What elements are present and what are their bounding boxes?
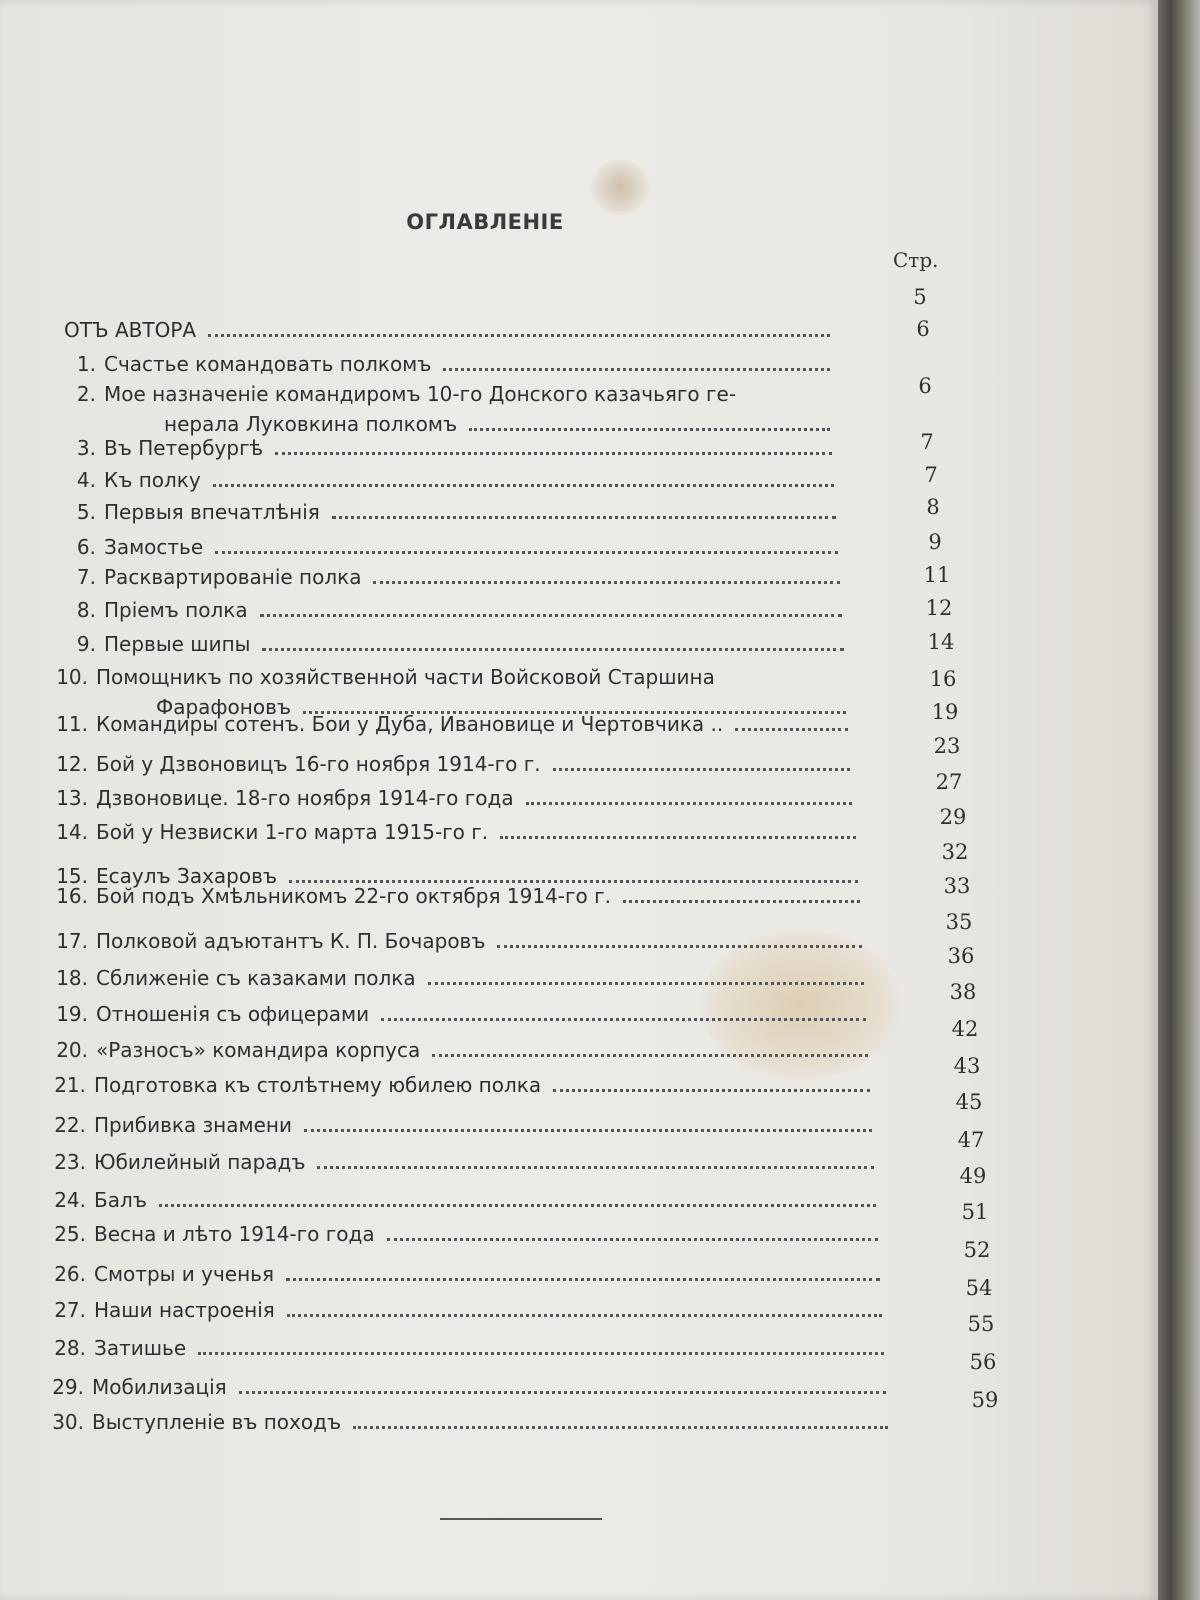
toc-entry-page: 33 xyxy=(943,874,971,898)
toc-entry-page: 43 xyxy=(953,1054,981,1078)
toc-entry-title: Мобилизація xyxy=(92,1375,227,1399)
toc-entry-number: 23. xyxy=(54,1150,86,1174)
toc-entry-page: 8 xyxy=(926,495,940,519)
toc-entry-number: 16. xyxy=(56,884,88,908)
toc-entry-title: Затишье xyxy=(94,1336,187,1360)
toc-entry-title: Замостье xyxy=(104,535,204,559)
toc-entry-page: 38 xyxy=(949,980,977,1004)
toc-entry-page: 23 xyxy=(933,734,961,758)
toc-entry-page: 29 xyxy=(939,805,967,829)
toc-entry-page: 6 xyxy=(918,374,932,398)
toc-entry xyxy=(52,500,836,530)
toc-entry xyxy=(44,929,862,959)
toc-entry-page: 16 xyxy=(929,667,957,691)
toc-entry-number: 20. xyxy=(56,1038,88,1062)
toc-entry-title: Бой подъ Хмѣльникомъ 22-го октября 1914-го г. xyxy=(96,884,611,908)
toc-entry-number: 24. xyxy=(54,1188,86,1212)
dot-leader xyxy=(381,1014,866,1021)
toc-entry xyxy=(44,820,856,850)
dot-leader xyxy=(553,764,850,771)
toc-entry xyxy=(52,632,844,662)
toc-entry-title: Сближеніе съ казаками полка xyxy=(96,966,416,990)
toc-entry-page: 7 xyxy=(920,430,934,454)
toc-entry-page: 52 xyxy=(963,1238,991,1262)
toc-entry-number: 4. xyxy=(76,468,96,492)
toc-entry xyxy=(44,884,860,914)
toc-entry xyxy=(44,1002,866,1032)
toc-entry-title-continued: Фарафоновъ xyxy=(156,695,291,719)
toc-entry-number: 11. xyxy=(56,712,88,736)
toc-entry-title: Счастье командовать полкомъ xyxy=(104,352,432,376)
bottom-rule xyxy=(440,1518,602,1520)
dot-leader xyxy=(262,644,844,651)
dot-leader xyxy=(317,1162,874,1169)
toc-entry xyxy=(56,318,830,348)
toc-entry-title: Расквартированіе полка xyxy=(104,565,362,589)
toc-entry xyxy=(42,1150,874,1180)
toc-heading: ОГЛАВЛЕНІЕ xyxy=(406,210,564,234)
toc-entry-page: 42 xyxy=(951,1017,979,1041)
dot-leader xyxy=(198,1348,884,1355)
toc-entry xyxy=(42,1113,872,1143)
dot-leader xyxy=(304,1125,872,1132)
toc-entry-title: Первыя впечатлѣнія xyxy=(104,500,320,524)
toc-entry-title: ОТЪ АВТОРА xyxy=(64,318,197,342)
stain xyxy=(590,160,650,215)
toc-entry-page: 59 xyxy=(971,1388,999,1412)
toc-entry-number: 8. xyxy=(76,598,96,622)
toc-entry-number: 10. xyxy=(56,665,88,689)
dot-leader xyxy=(373,577,840,584)
toc-entry-page: 55 xyxy=(967,1312,995,1336)
toc-entry-title: Полковой адъютантъ К. П. Бочаровъ xyxy=(96,929,486,953)
toc-entry-page: 14 xyxy=(927,630,955,654)
toc-entry xyxy=(52,352,830,382)
toc-entry-title: Дзвоновице. 18-го ноября 1914-го года xyxy=(96,786,514,810)
toc-entry-page: 32 xyxy=(941,840,969,864)
toc-entry-number: 6. xyxy=(76,535,96,559)
toc-entry-number: 25. xyxy=(54,1222,86,1246)
toc-entry-page: 7 xyxy=(924,463,938,487)
toc-entry-page: 9 xyxy=(928,530,942,554)
toc-entry xyxy=(42,1073,870,1103)
toc-entry-title: Смотры и ученья xyxy=(94,1262,274,1286)
toc-entry-title: Весна и лѣто 1914-го года xyxy=(94,1222,375,1246)
toc-entry-title: Помощникъ по хозяйственной части Войсковой Старшина xyxy=(96,665,715,689)
toc-entry-number: 19. xyxy=(56,1002,88,1026)
toc-entry-title: Бой у Незвиски 1-го марта 1915-го г. xyxy=(96,820,489,844)
toc-entry-title: Командиры сотенъ. Бои у Дуба, Ивановице и Чертовчика .. xyxy=(96,712,724,736)
toc-entry-page: 35 xyxy=(945,910,973,934)
toc-entry xyxy=(40,1375,886,1405)
toc-entry-number: 17. xyxy=(56,929,88,953)
toc-entry-number: 14. xyxy=(56,820,88,844)
toc-entry-title: Мое назначеніе командиромъ 10-го Донского казачьяго ге- xyxy=(104,382,737,406)
toc-entry-title: Бой у Дзвоновицъ 16-го ноября 1914-го г. xyxy=(96,752,541,776)
toc-entry-number: 30. xyxy=(52,1410,84,1434)
toc-entry xyxy=(42,1222,878,1252)
toc-entry-number: 2. xyxy=(76,382,96,406)
dot-leader xyxy=(208,330,830,337)
toc-entry-title: Балъ xyxy=(94,1188,147,1212)
toc-entry xyxy=(42,1336,884,1366)
dot-leader xyxy=(469,424,830,431)
toc-entry xyxy=(52,565,840,595)
dot-leader xyxy=(428,978,864,985)
toc-entry-page: 27 xyxy=(935,770,963,794)
dot-leader xyxy=(497,941,862,948)
dot-leader xyxy=(432,1050,868,1057)
toc-entry-number: 26. xyxy=(54,1262,86,1286)
toc-entry-number: 15. xyxy=(56,864,88,888)
toc-entry-title-continued: нерала Луковкина полкомъ xyxy=(164,412,458,436)
toc-entry-page: 19 xyxy=(931,700,959,724)
toc-entry-page: 11 xyxy=(923,563,951,587)
toc-entry-page: 45 xyxy=(955,1090,983,1114)
dot-leader xyxy=(526,798,852,805)
toc-entry-number: 3. xyxy=(76,436,96,460)
toc-entry-page: 47 xyxy=(957,1128,985,1152)
toc-entry xyxy=(44,712,848,742)
toc-entry-title: Юбилейный парадъ xyxy=(94,1150,306,1174)
dot-leader xyxy=(215,547,838,554)
toc-entry-number: 22. xyxy=(54,1113,86,1137)
toc-entry-number: 13. xyxy=(56,786,88,810)
toc-entry-page: 6 xyxy=(916,317,930,341)
toc-entry-number: 29. xyxy=(52,1375,84,1399)
dot-leader xyxy=(623,896,860,903)
toc-entry xyxy=(52,468,834,498)
toc-entry xyxy=(52,598,842,628)
toc-entry-page: 12 xyxy=(925,596,953,620)
dot-leader xyxy=(735,724,848,731)
toc-entry xyxy=(44,665,846,695)
toc-entry-page: 56 xyxy=(969,1350,997,1374)
toc-entry-page: 49 xyxy=(959,1164,987,1188)
toc-entry-number: 5. xyxy=(76,500,96,524)
toc-entry xyxy=(40,1410,888,1440)
toc-entry xyxy=(44,786,852,816)
toc-entry-number: 7. xyxy=(76,565,96,589)
toc-entry-number: 1. xyxy=(76,352,96,376)
toc-entry-title: Подготовка къ столѣтнему юбилею полка xyxy=(94,1073,542,1097)
dot-leader xyxy=(500,832,856,839)
toc-entry-page: 51 xyxy=(961,1200,989,1224)
toc-entry xyxy=(42,1188,876,1218)
toc-entry-title: Наши настроенія xyxy=(94,1298,275,1322)
toc-entry-title: Въ Петербургѣ xyxy=(104,436,264,460)
dot-leader xyxy=(387,1234,878,1241)
toc-entry-page: 36 xyxy=(947,944,975,968)
dot-leader xyxy=(286,1274,880,1281)
toc-entry-title: «Разносъ» командира корпуса xyxy=(96,1038,421,1062)
toc-entry-title: Пріемъ полка xyxy=(104,598,248,622)
toc-entry xyxy=(42,1298,882,1328)
dot-leader xyxy=(213,480,834,487)
toc-entry-number: 28. xyxy=(54,1336,86,1360)
toc-entry-title: Отношенія съ офицерами xyxy=(96,1002,370,1026)
toc-entry xyxy=(52,436,832,466)
toc-entry-page: 5 xyxy=(913,285,927,309)
toc-entry-number: 21. xyxy=(54,1073,86,1097)
toc-entry xyxy=(42,1262,880,1292)
dot-leader xyxy=(289,876,858,883)
toc-entry-number: 9. xyxy=(76,632,96,656)
dot-leader xyxy=(332,512,836,519)
toc-entry-title: Есаулъ Захаровъ xyxy=(96,864,278,888)
toc-entry-title: Первые шипы xyxy=(104,632,251,656)
toc-entry-title: Къ полку xyxy=(104,468,201,492)
page-column-label: Стр. xyxy=(893,248,939,272)
dot-leader xyxy=(275,448,832,455)
toc-entry xyxy=(44,752,850,782)
dot-leader xyxy=(353,1422,888,1429)
book-edge xyxy=(1158,0,1200,1600)
toc-entry-number: 12. xyxy=(56,752,88,776)
dot-leader xyxy=(443,364,830,371)
dot-leader xyxy=(159,1200,876,1207)
toc-entry xyxy=(52,382,830,412)
toc-entry xyxy=(44,966,864,996)
dot-leader xyxy=(553,1085,870,1092)
dot-leader xyxy=(260,610,842,617)
toc-entry-title: Выступленіе въ походъ xyxy=(92,1410,342,1434)
dot-leader xyxy=(239,1387,886,1394)
toc-entry xyxy=(52,535,838,565)
toc-entry-number: 27. xyxy=(54,1298,86,1322)
toc-entry-title: Прибивка знамени xyxy=(94,1113,292,1137)
dot-leader xyxy=(287,1310,882,1317)
toc-entry-number: 18. xyxy=(56,966,88,990)
toc-entry xyxy=(44,1038,868,1068)
toc-entry-page: 54 xyxy=(965,1276,993,1300)
